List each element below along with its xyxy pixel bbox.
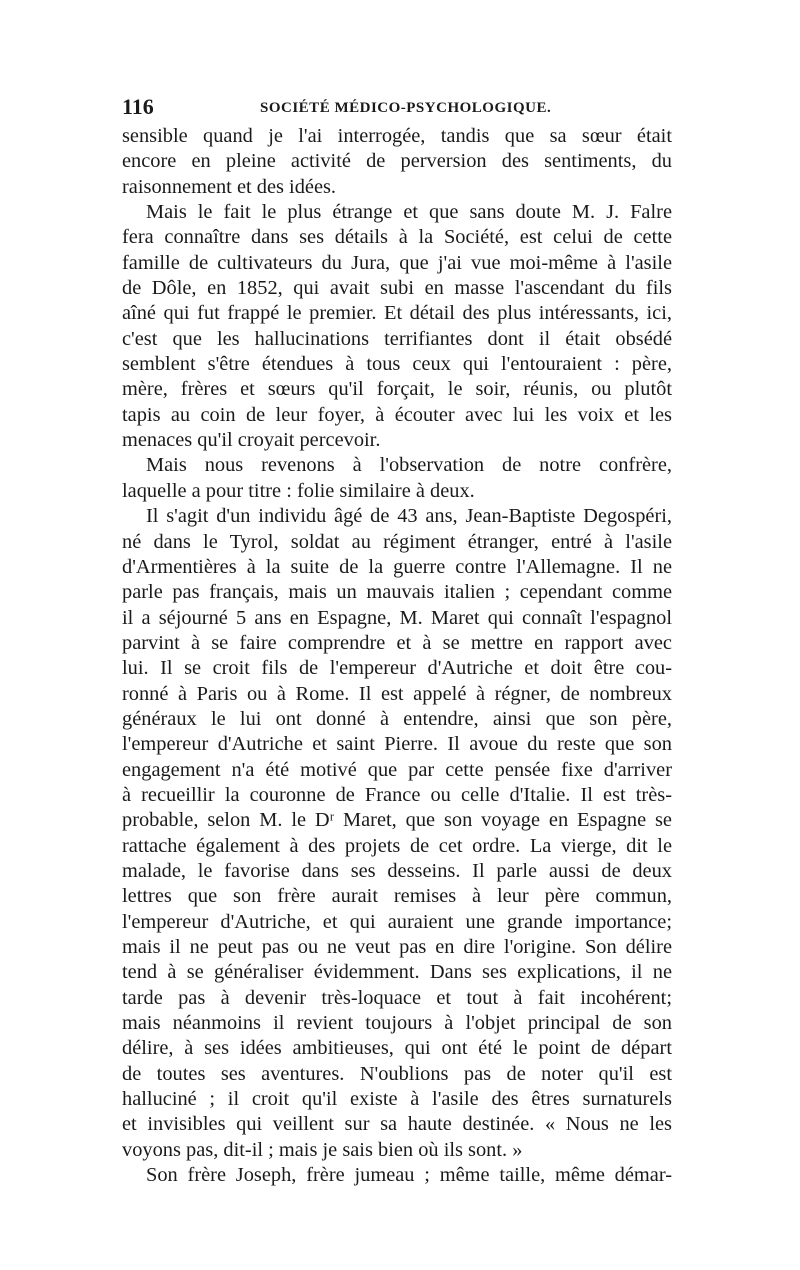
- text-line: et invisibles qui veillent sur sa haute destinée. « Nous ne les: [122, 1113, 672, 1136]
- text-line: tend à se généraliser évidemment. Dans ses explications, il ne: [122, 961, 672, 984]
- text-line: aîné qui fut frappé le premier. Et détail des plus intéressants, ici,: [122, 302, 672, 325]
- text-line: ronné à Paris ou à Rome. Il est appelé à régner, de nombreux: [122, 682, 672, 705]
- text-line: mais il ne peut pas ou ne veut pas en dire l'origine. Son délire: [122, 936, 672, 958]
- body-text: [122, 124, 672, 1188]
- page-header: [122, 94, 682, 124]
- text-line: il a séjourné 5 ans en Espagne, M. Maret qui connaît l'espagnol: [122, 606, 672, 629]
- text-line: laquelle a pour titre : folie similaire à deux.: [122, 479, 475, 502]
- text-line: famille de cultivateurs du Jura, que j'ai vue moi-même à l'asile: [122, 251, 672, 274]
- text-line: parvint à se faire comprendre et à se mettre en rapport avec: [122, 631, 672, 654]
- running-head: SOCIÉTÉ MÉDICO-PSYCHOLOGIQUE.: [260, 100, 552, 116]
- text-line: né dans le Tyrol, soldat au régiment étranger, entré à l'asile: [122, 530, 672, 553]
- text-line: menaces qu'il croyait percevoir.: [122, 429, 381, 452]
- text-line: semblent s'être étendues à tous ceux qui l'entouraient : père,: [122, 353, 672, 376]
- text-line: tarde pas à devenir très-loquace et tout à fait incohérent;: [122, 986, 672, 1009]
- text-line: délire, à ses idées ambitieuses, qui ont été le point de départ: [122, 1037, 672, 1060]
- text-line: Il s'agit d'un individu âgé de 43 ans, Jean-Baptiste Degospéri,: [146, 505, 672, 528]
- text-line: mère, frères et sœurs qu'il forçait, le soir, réunis, ou plutôt: [122, 378, 672, 401]
- page-number: 116: [122, 94, 154, 119]
- text-line: Mais nous revenons à l'observation de notre confrère,: [146, 454, 672, 477]
- text-line: probable, selon M. le Dʳ Maret, que son voyage en Espagne se: [122, 809, 672, 832]
- text-line: engagement n'a été motivé que par cette pensée fixe d'arriver: [122, 758, 672, 781]
- text-line: tapis au coin de leur foyer, à écouter avec lui les voix et les: [122, 403, 672, 426]
- text-line: Mais le fait le plus étrange et que sans doute M. J. Falre: [146, 201, 672, 224]
- text-line: à recueillir la couronne de France ou celle d'Italie. Il est très-: [122, 783, 672, 806]
- text-line: lui. Il se croit fils de l'empereur d'Autriche et doit être cou-: [122, 657, 672, 680]
- text-line: encore en pleine activité de perversion des sentiments, du: [122, 150, 672, 173]
- text-line: Son frère Joseph, frère jumeau ; même taille, même démar-: [146, 1164, 672, 1187]
- text-line: parle pas français, mais un mauvais italien ; cependant comme: [122, 581, 672, 604]
- text-line: d'Armentières à la suite de la guerre contre l'Allemagne. Il ne: [122, 555, 672, 578]
- text-line: lettres que son frère aurait remises à leur père commun,: [122, 885, 672, 908]
- text-line: l'empereur d'Autriche, et qui auraient une grande importance;: [122, 910, 672, 933]
- text-line: rattache également à des projets de cet ordre. La vierge, dit le: [122, 834, 672, 857]
- text-line: halluciné ; il croit qu'il existe à l'asile des êtres surnaturels: [122, 1088, 672, 1111]
- text-line: voyons pas, dit-il ; mais je sais bien où ils sont. »: [122, 1138, 523, 1161]
- text-line: raisonnement et des idées.: [122, 175, 337, 198]
- text-line: l'empereur d'Autriche et saint Pierre. Il avoue du reste que son: [122, 733, 672, 756]
- text-line: malade, le favorise dans ses desseins. Il parle aussi de deux: [122, 859, 672, 882]
- text-line: de toutes ses aventures. N'oublions pas de noter qu'il est: [122, 1062, 672, 1085]
- text-line: c'est que les hallucinations terrifiantes dont il était obsédé: [122, 327, 672, 350]
- text-line: sensible quand je l'ai interrogée, tandis que sa sœur était: [122, 125, 672, 147]
- text-line: de Dôle, en 1852, qui avait subi en masse l'ascendant du fils: [122, 277, 672, 300]
- text-line: généraux le lui ont donné à entendre, ainsi que son père,: [122, 707, 672, 730]
- text-line: fera connaître dans ses détails à la Société, est celui de cette: [122, 226, 672, 249]
- text-line: mais néanmoins il revient toujours à l'objet principal de son: [122, 1012, 672, 1035]
